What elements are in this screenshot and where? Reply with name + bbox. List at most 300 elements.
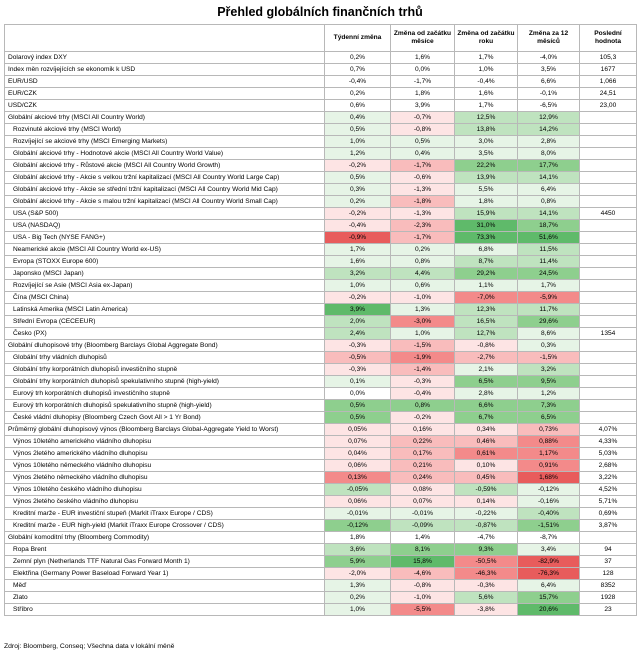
value-cell: 1,68% <box>518 472 580 484</box>
value-cell: -0,3% <box>455 580 518 592</box>
value-cell: -4,7% <box>455 532 518 544</box>
value-cell: 15,9% <box>455 208 518 220</box>
last-value-cell <box>580 112 637 124</box>
value-cell: 7,3% <box>518 400 580 412</box>
value-cell: 0,5% <box>325 412 391 424</box>
value-cell: 0,05% <box>325 424 391 436</box>
value-cell: 1,0% <box>325 604 391 616</box>
value-cell: 6,6% <box>518 76 580 88</box>
last-value-cell: 5,71% <box>580 496 637 508</box>
last-value-cell: 4,07% <box>580 424 637 436</box>
table-row <box>5 172 637 184</box>
table-row <box>5 148 637 160</box>
value-cell: -3,0% <box>391 316 455 328</box>
value-cell: -0,05% <box>325 484 391 496</box>
last-value-cell <box>580 388 637 400</box>
last-value-cell <box>580 412 637 424</box>
value-cell: 0,16% <box>391 424 455 436</box>
table-row <box>5 232 637 244</box>
last-value-cell <box>580 148 637 160</box>
row-label: Japonsko (MSCI Japan) <box>5 268 325 280</box>
value-cell: 5,5% <box>455 184 518 196</box>
last-value-cell: 3,87% <box>580 520 637 532</box>
last-value-cell: 4,33% <box>580 436 637 448</box>
table-row <box>5 160 637 172</box>
value-cell: 3,2% <box>518 364 580 376</box>
value-cell: -0,4% <box>325 76 391 88</box>
row-label: Globální trhy korporátních dluhopisů spekulativního stupně (high-yield) <box>5 376 325 388</box>
table-row <box>5 412 637 424</box>
row-label: Globální akciové trhy - Růstové akcie (MSCI All Country World Growth) <box>5 160 325 172</box>
value-cell: 0,07% <box>325 436 391 448</box>
row-label: Měď <box>5 580 325 592</box>
table-row <box>5 220 637 232</box>
table-row <box>5 424 637 436</box>
table-row <box>5 352 637 364</box>
table-row <box>5 280 637 292</box>
value-cell: -0,4% <box>391 388 455 400</box>
value-cell: 11,4% <box>518 256 580 268</box>
last-value-cell: 24,51 <box>580 88 637 100</box>
table-row <box>5 580 637 592</box>
value-cell: -0,2% <box>325 208 391 220</box>
row-label: Evropa (STOXX Europe 600) <box>5 256 325 268</box>
value-cell: 0,8% <box>391 256 455 268</box>
last-value-cell <box>580 352 637 364</box>
value-cell: -2,0% <box>325 568 391 580</box>
value-cell: 0,24% <box>391 472 455 484</box>
page-title: Přehled globálních finančních trhů <box>217 5 423 19</box>
value-cell: -0,1% <box>518 88 580 100</box>
value-cell: 18,7% <box>518 220 580 232</box>
value-cell: -0,8% <box>391 124 455 136</box>
value-cell: 1,2% <box>518 388 580 400</box>
value-cell: 0,17% <box>391 448 455 460</box>
value-cell: -1,7% <box>391 76 455 88</box>
row-label: Latinská Amerika (MSCI Latin America) <box>5 304 325 316</box>
value-cell: 5,9% <box>325 556 391 568</box>
table-row <box>5 340 637 352</box>
table-row <box>5 592 637 604</box>
last-value-cell: 1,066 <box>580 76 637 88</box>
value-cell: 8,0% <box>518 148 580 160</box>
value-cell: -46,3% <box>455 568 518 580</box>
value-cell: 1,3% <box>391 304 455 316</box>
value-cell: 3,5% <box>455 148 518 160</box>
row-label: USD/CZK <box>5 100 325 112</box>
table-row <box>5 328 637 340</box>
value-cell: 9,3% <box>455 544 518 556</box>
last-value-cell: 128 <box>580 568 637 580</box>
value-cell: -4,0% <box>518 52 580 64</box>
row-label: USA - Big Tech (NYSE FANG+) <box>5 232 325 244</box>
value-cell: 0,5% <box>325 124 391 136</box>
value-cell: 22,2% <box>455 160 518 172</box>
value-cell: 29,2% <box>455 268 518 280</box>
row-label: Globální akciové trhy - Hodnotové akcie (MSCI All Country World Value) <box>5 148 325 160</box>
value-cell: -1,7% <box>391 232 455 244</box>
value-cell: 14,1% <box>518 208 580 220</box>
value-cell: 0,6% <box>391 280 455 292</box>
value-cell: 0,4% <box>325 112 391 124</box>
value-cell: -0,12% <box>325 520 391 532</box>
value-cell: 0,2% <box>325 196 391 208</box>
value-cell: 6,5% <box>455 376 518 388</box>
table-row <box>5 400 637 412</box>
value-cell: 0,0% <box>325 388 391 400</box>
table-row <box>5 448 637 460</box>
table-row <box>5 604 637 616</box>
row-label: Výnos 10letého českého vládního dluhopisu <box>5 484 325 496</box>
value-cell: 1,6% <box>455 88 518 100</box>
value-cell: -7,0% <box>455 292 518 304</box>
value-cell: 14,1% <box>518 172 580 184</box>
value-cell: 6,4% <box>518 184 580 196</box>
value-cell: 29,6% <box>518 316 580 328</box>
value-cell: 0,1% <box>325 376 391 388</box>
last-value-cell: 23 <box>580 604 637 616</box>
last-value-cell <box>580 304 637 316</box>
last-value-cell: 37 <box>580 556 637 568</box>
value-cell: 0,08% <box>391 484 455 496</box>
row-label: USA (NASDAQ) <box>5 220 325 232</box>
last-value-cell: 1928 <box>580 592 637 604</box>
last-value-cell: 2,68% <box>580 460 637 472</box>
value-cell: -0,2% <box>325 292 391 304</box>
table-row <box>5 496 637 508</box>
value-cell: 0,2% <box>325 592 391 604</box>
value-cell: -0,8% <box>455 340 518 352</box>
source-note: Zdroj: Bloomberg, Conseq; Všechna data v lokální měně <box>4 643 175 650</box>
row-label: Globální akciové trhy (MSCI All Country World) <box>5 112 325 124</box>
value-cell: 6,7% <box>455 412 518 424</box>
value-cell: 1,0% <box>325 136 391 148</box>
table-row <box>5 88 637 100</box>
row-label: Globální akciové trhy - Akcie s malou tržní kapitalizací (MSCI All Country World Small Cap) <box>5 196 325 208</box>
row-label: Výnos 10letého amerického vládního dluhopisu <box>5 436 325 448</box>
row-label: Rozvíjející se akciové trhy (MSCI Emerging Markets) <box>5 136 325 148</box>
value-cell: -1,51% <box>518 520 580 532</box>
value-cell: 3,4% <box>518 544 580 556</box>
value-cell: 13,9% <box>455 172 518 184</box>
row-label: Index měn rozvíjejících se ekonomik k USD <box>5 64 325 76</box>
value-cell: -0,2% <box>391 412 455 424</box>
value-cell: 0,2% <box>391 244 455 256</box>
value-cell: -1,3% <box>391 208 455 220</box>
value-cell: 0,06% <box>325 496 391 508</box>
value-cell: -0,4% <box>325 220 391 232</box>
last-value-cell <box>580 184 637 196</box>
value-cell: 0,3% <box>518 340 580 352</box>
value-cell: -0,9% <box>325 232 391 244</box>
value-cell: 2,1% <box>455 364 518 376</box>
value-cell: 1,0% <box>391 328 455 340</box>
row-label: Čína (MSCI China) <box>5 292 325 304</box>
header-row <box>5 25 637 52</box>
table-row <box>5 532 637 544</box>
value-cell: 1,7% <box>518 280 580 292</box>
value-cell: 1,2% <box>325 148 391 160</box>
value-cell: -0,8% <box>391 580 455 592</box>
table-row <box>5 112 637 124</box>
value-cell: 17,7% <box>518 160 580 172</box>
value-cell: -50,5% <box>455 556 518 568</box>
value-cell: 2,4% <box>325 328 391 340</box>
value-cell: 15,8% <box>391 556 455 568</box>
value-cell: -5,5% <box>391 604 455 616</box>
header-ytd: Změna od začátku roku <box>455 25 518 52</box>
value-cell: -1,9% <box>391 352 455 364</box>
value-cell: 1,7% <box>325 244 391 256</box>
row-label: Globální komoditní trhy (Bloomberg Commodity) <box>5 532 325 544</box>
table-row <box>5 292 637 304</box>
value-cell: 0,5% <box>391 136 455 148</box>
row-label: USA (S&P 500) <box>5 208 325 220</box>
value-cell: -1,5% <box>518 352 580 364</box>
value-cell: 0,88% <box>518 436 580 448</box>
row-label: Globální akciové trhy - Akcie se střední tržní kapitalizací (MSCI All Country World Mid Cap) <box>5 184 325 196</box>
value-cell: 6,6% <box>455 400 518 412</box>
value-cell: 8,1% <box>391 544 455 556</box>
value-cell: 1,0% <box>455 64 518 76</box>
last-value-cell <box>580 160 637 172</box>
value-cell: -1,4% <box>391 364 455 376</box>
table-row <box>5 436 637 448</box>
value-cell: -0,6% <box>391 172 455 184</box>
value-cell: 0,10% <box>455 460 518 472</box>
value-cell: -1,8% <box>391 196 455 208</box>
value-cell: 0,45% <box>455 472 518 484</box>
value-cell: -3,8% <box>455 604 518 616</box>
value-cell: 73,3% <box>455 232 518 244</box>
row-label: Kreditní marže - EUR high-yield (Markit iTraxx Europe Crossover / CDS) <box>5 520 325 532</box>
value-cell: -0,09% <box>391 520 455 532</box>
value-cell: 0,91% <box>518 460 580 472</box>
last-value-cell <box>580 124 637 136</box>
last-value-cell: 4450 <box>580 208 637 220</box>
table-row <box>5 388 637 400</box>
table-row <box>5 316 637 328</box>
value-cell: -0,7% <box>391 112 455 124</box>
table-row <box>5 76 637 88</box>
value-cell: 1,8% <box>455 196 518 208</box>
value-cell: -0,01% <box>391 508 455 520</box>
row-label: Rozvíjející se Asie (MSCI Asia ex-Japan) <box>5 280 325 292</box>
value-cell: 3,9% <box>391 100 455 112</box>
value-cell: -1,0% <box>391 592 455 604</box>
table-row <box>5 256 637 268</box>
header-weekly: Týdenní změna <box>325 25 391 52</box>
last-value-cell <box>580 232 637 244</box>
row-label: České vládní dluhopisy (Bloomberg Czech Govt All > 1 Yr Bond) <box>5 412 325 424</box>
row-label: Eurový trh korporátních dluhopisů spekulativního stupně (high-yield) <box>5 400 325 412</box>
value-cell: -76,3% <box>518 568 580 580</box>
value-cell: 0,34% <box>455 424 518 436</box>
value-cell: 8,7% <box>455 256 518 268</box>
value-cell: 6,5% <box>518 412 580 424</box>
value-cell: 0,2% <box>325 52 391 64</box>
value-cell: -1,3% <box>391 184 455 196</box>
value-cell: -0,2% <box>325 160 391 172</box>
value-cell: 3,5% <box>518 64 580 76</box>
value-cell: -0,3% <box>325 340 391 352</box>
value-cell: 0,5% <box>325 400 391 412</box>
value-cell: 14,2% <box>518 124 580 136</box>
header-last-value: Poslední hodnota <box>580 25 637 52</box>
table-row <box>5 184 637 196</box>
last-value-cell <box>580 292 637 304</box>
row-label: EUR/USD <box>5 76 325 88</box>
last-value-cell <box>580 256 637 268</box>
value-cell: 0,2% <box>325 88 391 100</box>
last-value-cell <box>580 376 637 388</box>
last-value-cell: 0,69% <box>580 508 637 520</box>
value-cell: 31,0% <box>455 220 518 232</box>
value-cell: 0,4% <box>391 148 455 160</box>
value-cell: 1,1% <box>455 280 518 292</box>
value-cell: -0,12% <box>518 484 580 496</box>
value-cell: -0,01% <box>325 508 391 520</box>
value-cell: -2,7% <box>455 352 518 364</box>
table-row <box>5 556 637 568</box>
value-cell: 15,7% <box>518 592 580 604</box>
value-cell: 5,6% <box>455 592 518 604</box>
value-cell: 2,0% <box>325 316 391 328</box>
table-row <box>5 244 637 256</box>
row-label: Průměrný globální dluhopisový výnos (Bloomberg Barclays Global-Aggregate Yield to Worst) <box>5 424 325 436</box>
row-label: Zemní plyn (Netherlands TTF Natural Gas Forward Month 1) <box>5 556 325 568</box>
value-cell: 6,8% <box>455 244 518 256</box>
value-cell: 2,8% <box>455 388 518 400</box>
last-value-cell: 8352 <box>580 580 637 592</box>
value-cell: 1,7% <box>455 52 518 64</box>
last-value-cell: 105,3 <box>580 52 637 64</box>
last-value-cell <box>580 316 637 328</box>
value-cell: -1,0% <box>391 292 455 304</box>
value-cell: 0,14% <box>455 496 518 508</box>
last-value-cell: 3,22% <box>580 472 637 484</box>
last-value-cell <box>580 532 637 544</box>
value-cell: -0,3% <box>391 376 455 388</box>
last-value-cell: 94 <box>580 544 637 556</box>
value-cell: -6,5% <box>518 100 580 112</box>
value-cell: 12,5% <box>455 112 518 124</box>
value-cell: -0,4% <box>455 76 518 88</box>
table-body <box>5 52 637 616</box>
row-label: Ropa Brent <box>5 544 325 556</box>
row-label: Globální dluhopisové trhy (Bloomberg Barclays Global Aggregate Bond) <box>5 340 325 352</box>
value-cell: 20,6% <box>518 604 580 616</box>
value-cell: 1,7% <box>455 100 518 112</box>
table-row <box>5 52 637 64</box>
row-label: Neamerické akcie (MSCI All Country World ex-US) <box>5 244 325 256</box>
value-cell: 1,6% <box>325 256 391 268</box>
row-label: Výnos 2letého německého vládního dluhopisu <box>5 472 325 484</box>
table-row <box>5 484 637 496</box>
row-label: Dolarový index DXY <box>5 52 325 64</box>
value-cell: 0,5% <box>325 172 391 184</box>
value-cell: 16,5% <box>455 316 518 328</box>
last-value-cell: 1354 <box>580 328 637 340</box>
row-label: Elektřina (Germany Power Baseload Forward Year 1) <box>5 568 325 580</box>
table-row <box>5 520 637 532</box>
table-row <box>5 568 637 580</box>
row-label: Česko (PX) <box>5 328 325 340</box>
value-cell: 11,5% <box>518 244 580 256</box>
value-cell: 12,3% <box>455 304 518 316</box>
markets-table <box>4 24 637 616</box>
last-value-cell <box>580 340 637 352</box>
value-cell: 4,4% <box>391 268 455 280</box>
value-cell: -0,3% <box>325 364 391 376</box>
table-row <box>5 304 637 316</box>
table-row <box>5 376 637 388</box>
value-cell: 0,04% <box>325 448 391 460</box>
last-value-cell: 4,52% <box>580 484 637 496</box>
row-label: Globální akciové trhy - Akcie s velkou tržní kapitalizací (MSCI All Country World Large Cap) <box>5 172 325 184</box>
value-cell: 1,17% <box>518 448 580 460</box>
table-row <box>5 364 637 376</box>
row-label: Zlato <box>5 592 325 604</box>
row-label: Globální trhy vládních dluhopisů <box>5 352 325 364</box>
last-value-cell <box>580 364 637 376</box>
table-row <box>5 64 637 76</box>
last-value-cell <box>580 172 637 184</box>
table-row <box>5 136 637 148</box>
value-cell: 1,6% <box>391 52 455 64</box>
table-row <box>5 472 637 484</box>
table-row <box>5 268 637 280</box>
value-cell: -0,5% <box>325 352 391 364</box>
last-value-cell: 5,03% <box>580 448 637 460</box>
row-label: Eurový trh korporátních dluhopisů investičního stupně <box>5 388 325 400</box>
header-12m: Změna za 12 měsíců <box>518 25 580 52</box>
last-value-cell <box>580 244 637 256</box>
header-mtd: Změna od začátku měsíce <box>391 25 455 52</box>
row-label: Výnos 2letého amerického vládního dluhopisu <box>5 448 325 460</box>
value-cell: -0,59% <box>455 484 518 496</box>
value-cell: -0,40% <box>518 508 580 520</box>
value-cell: -2,3% <box>391 220 455 232</box>
row-label: Globální trhy korporátních dluhopisů investičního stupně <box>5 364 325 376</box>
value-cell: 0,8% <box>518 196 580 208</box>
value-cell: 0,06% <box>325 460 391 472</box>
table-row <box>5 508 637 520</box>
value-cell: 12,7% <box>455 328 518 340</box>
row-label: Rozvinuté akciové trhy (MSCI World) <box>5 124 325 136</box>
value-cell: 8,6% <box>518 328 580 340</box>
row-label: Výnos 2letého českého vládního dluhopisu <box>5 496 325 508</box>
value-cell: -8,7% <box>518 532 580 544</box>
value-cell: 0,3% <box>325 184 391 196</box>
row-label: Stříbro <box>5 604 325 616</box>
value-cell: 0,61% <box>455 448 518 460</box>
last-value-cell <box>580 280 637 292</box>
value-cell: 2,8% <box>518 136 580 148</box>
last-value-cell <box>580 268 637 280</box>
value-cell: 1,3% <box>325 580 391 592</box>
header-label <box>5 25 325 52</box>
value-cell: 11,7% <box>518 304 580 316</box>
table-row <box>5 124 637 136</box>
value-cell: -1,7% <box>391 160 455 172</box>
value-cell: -0,16% <box>518 496 580 508</box>
value-cell: 3,2% <box>325 268 391 280</box>
row-label: Střední Evropa (CECEEUR) <box>5 316 325 328</box>
value-cell: 1,0% <box>325 280 391 292</box>
table-row <box>5 460 637 472</box>
value-cell: 0,13% <box>325 472 391 484</box>
